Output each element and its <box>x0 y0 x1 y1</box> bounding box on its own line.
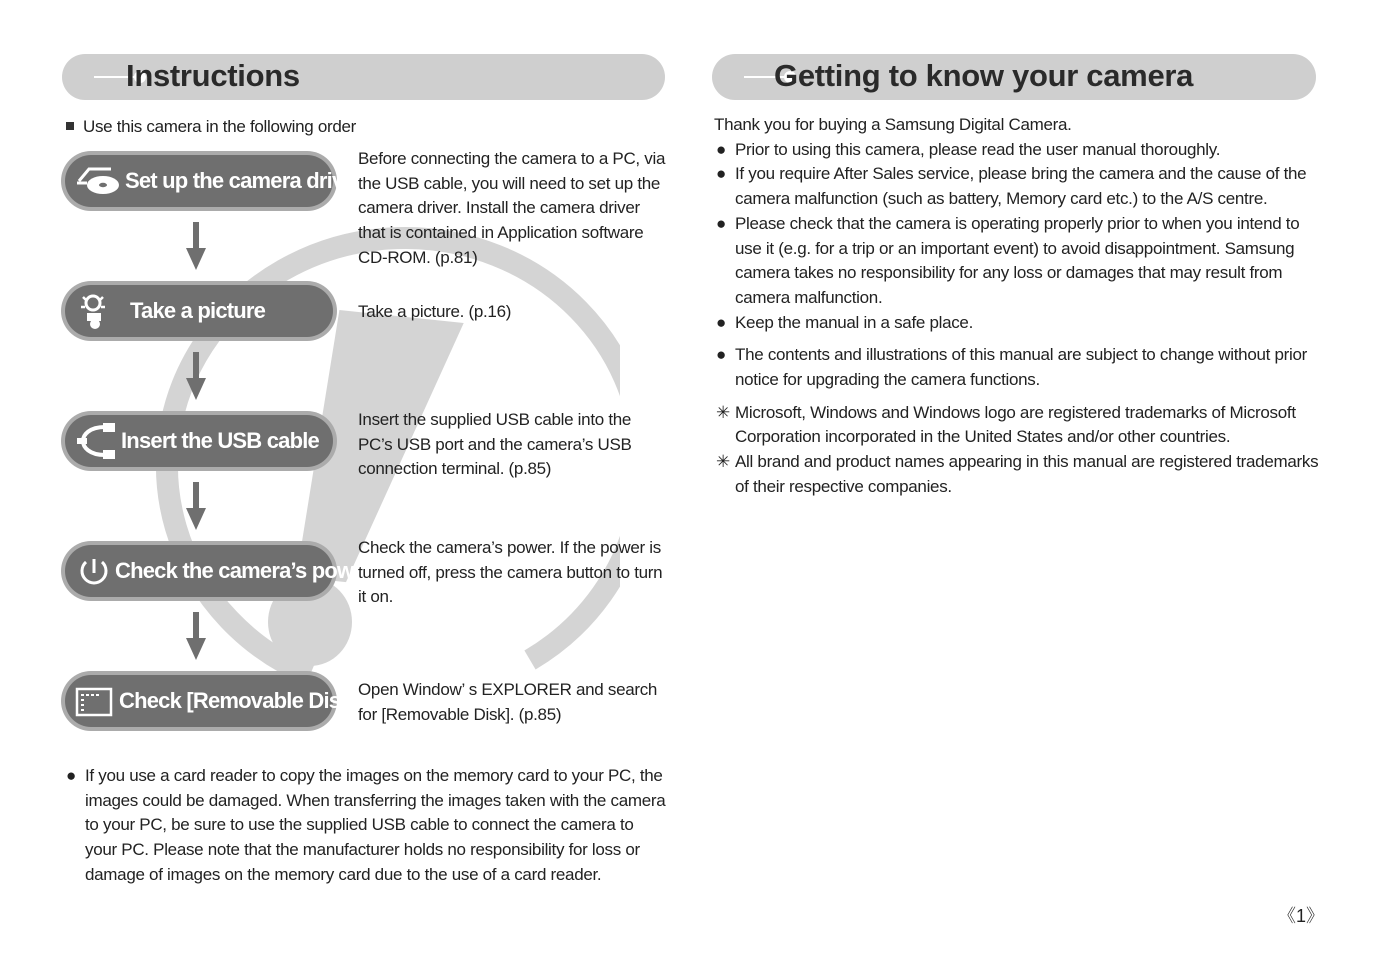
desc-line: Open Window’ s EXPLORER and search <box>358 680 658 699</box>
step-description-insert-usb <box>358 408 670 482</box>
step-check-removable-disk <box>61 671 359 731</box>
page-title-getting-to-know: Getting to know your camera <box>774 58 1194 93</box>
item-line: Corporation incorporated in the United States and/or other countries. <box>735 427 1231 447</box>
item-line: camera malfunction (such as battery, Memory card etc.) to the A/S centre. <box>735 189 1268 209</box>
item-line: Keep the manual in a safe place. <box>735 312 974 332</box>
step-setup-driver <box>61 151 363 211</box>
trademark-note <box>714 450 1324 499</box>
down-arrow-icon <box>186 482 206 530</box>
asterisk-icon: ✳ <box>716 402 730 422</box>
note-line: your PC. Please note that the manufacturer holds no responsibility for loss or <box>85 840 640 860</box>
order-intro <box>66 115 356 140</box>
asterisk-icon: ✳ <box>716 452 730 472</box>
person-camera-icon <box>75 293 119 329</box>
power-icon <box>75 553 119 589</box>
bullet-icon: ● <box>716 139 726 159</box>
item-line: use it (e.g. for a trip or an important event) to avoid disappointment. Samsung <box>735 238 1295 258</box>
step-label: Check the camera’s power <box>115 558 373 583</box>
instructions-header <box>62 54 665 100</box>
item-line: If you require After Sales service, please bring the camera and the cause of the <box>735 164 1307 184</box>
desc-line: Before connecting the camera to a PC, via <box>358 149 666 168</box>
cd-disc-icon <box>75 163 119 199</box>
desc-line: for [Removable Disk]. (p.85) <box>358 704 562 724</box>
step-label: Check [Removable Disk] <box>119 688 359 713</box>
list-item <box>714 162 1324 211</box>
desc-line: Insert the supplied USB cable into the <box>358 410 632 429</box>
getting-to-know-header <box>712 54 1316 100</box>
step-take-picture <box>61 281 337 341</box>
item-line: All brand and product names appearing in this manual are registered trademarks <box>735 452 1319 472</box>
down-arrow-icon <box>186 352 206 400</box>
step-description-setup-driver <box>358 147 670 271</box>
bullet-icon: ● <box>716 312 726 332</box>
step-label: Insert the USB cable <box>121 428 319 453</box>
step-description-removable-disk <box>358 678 670 727</box>
list-item <box>714 311 1324 336</box>
thank-you-intro: Thank you for buying a Samsung Digital Camera. <box>714 115 1072 134</box>
down-arrow-icon <box>186 612 206 660</box>
note-line: images could be damaged. When transferring the images taken with the camera <box>85 790 666 810</box>
bullet-icon: ● <box>716 164 726 184</box>
card-reader-note <box>66 764 676 888</box>
step-description-check-power <box>358 536 670 610</box>
bullet-icon: ● <box>716 345 726 365</box>
item-line: Please check that the camera is operating properly prior to when you intend to <box>735 213 1300 233</box>
window-icon <box>75 683 119 719</box>
desc-line: camera driver. Install the camera driver <box>358 198 640 218</box>
bullet-icon: ● <box>716 213 726 233</box>
bullet-icon: ● <box>66 766 76 785</box>
item-line: Microsoft, Windows and Windows logo are registered trademarks of Microsoft <box>735 402 1296 422</box>
desc-line: connection terminal. (p.85) <box>358 459 552 479</box>
step-check-power <box>61 541 373 601</box>
desc-line: the USB cable, you will need to set up the <box>358 173 661 193</box>
square-bullet-icon <box>66 122 74 130</box>
desc-line: CD-ROM. (p.81) <box>358 247 478 267</box>
item-line: of their respective companies. <box>735 476 952 496</box>
desc-line: Check the camera’s power. If the power is <box>358 538 661 557</box>
item-line: notice for upgrading the camera functions. <box>735 370 1040 390</box>
desc-line: that is contained in Application software <box>358 223 644 243</box>
desc-line: Take a picture. (p.16) <box>358 302 512 321</box>
step-description-take-picture <box>358 300 670 325</box>
note-line: to your PC, be sure to use the supplied USB cable to connect the camera to <box>85 815 634 835</box>
list-item <box>714 343 1324 392</box>
item-line: camera takes no responsibility for any loss or damages that may result from <box>735 263 1283 283</box>
down-arrow-icon <box>186 222 206 270</box>
note-line: damage of images on the memory card due to the use of a card reader. <box>85 864 602 884</box>
step-label: Take a picture <box>130 298 266 323</box>
list-item <box>714 212 1324 311</box>
step-label: Set up the camera driver <box>125 168 363 193</box>
note-line: If you use a card reader to copy the images on the memory card to your PC, the <box>85 766 663 785</box>
desc-line: PC’s USB port and the camera’s USB <box>358 434 632 454</box>
item-line: The contents and illustrations of this manual are subject to change without prior <box>735 345 1307 365</box>
desc-line: turned off, press the camera button to turn <box>358 562 663 582</box>
list-item <box>714 138 1324 163</box>
getting-to-know-body <box>714 113 1324 500</box>
order-intro-text: Use this camera in the following order <box>83 117 357 136</box>
usb-cable-icon <box>75 423 119 459</box>
item-line: camera malfunction. <box>735 287 883 307</box>
step-insert-usb <box>61 411 337 471</box>
trademark-note <box>714 401 1324 450</box>
desc-line: it on. <box>358 587 394 607</box>
page-title-instructions: Instructions <box>126 58 300 93</box>
page-number: 《1》 <box>1277 906 1324 926</box>
item-line: Prior to using this camera, please read the user manual thoroughly. <box>735 139 1221 159</box>
